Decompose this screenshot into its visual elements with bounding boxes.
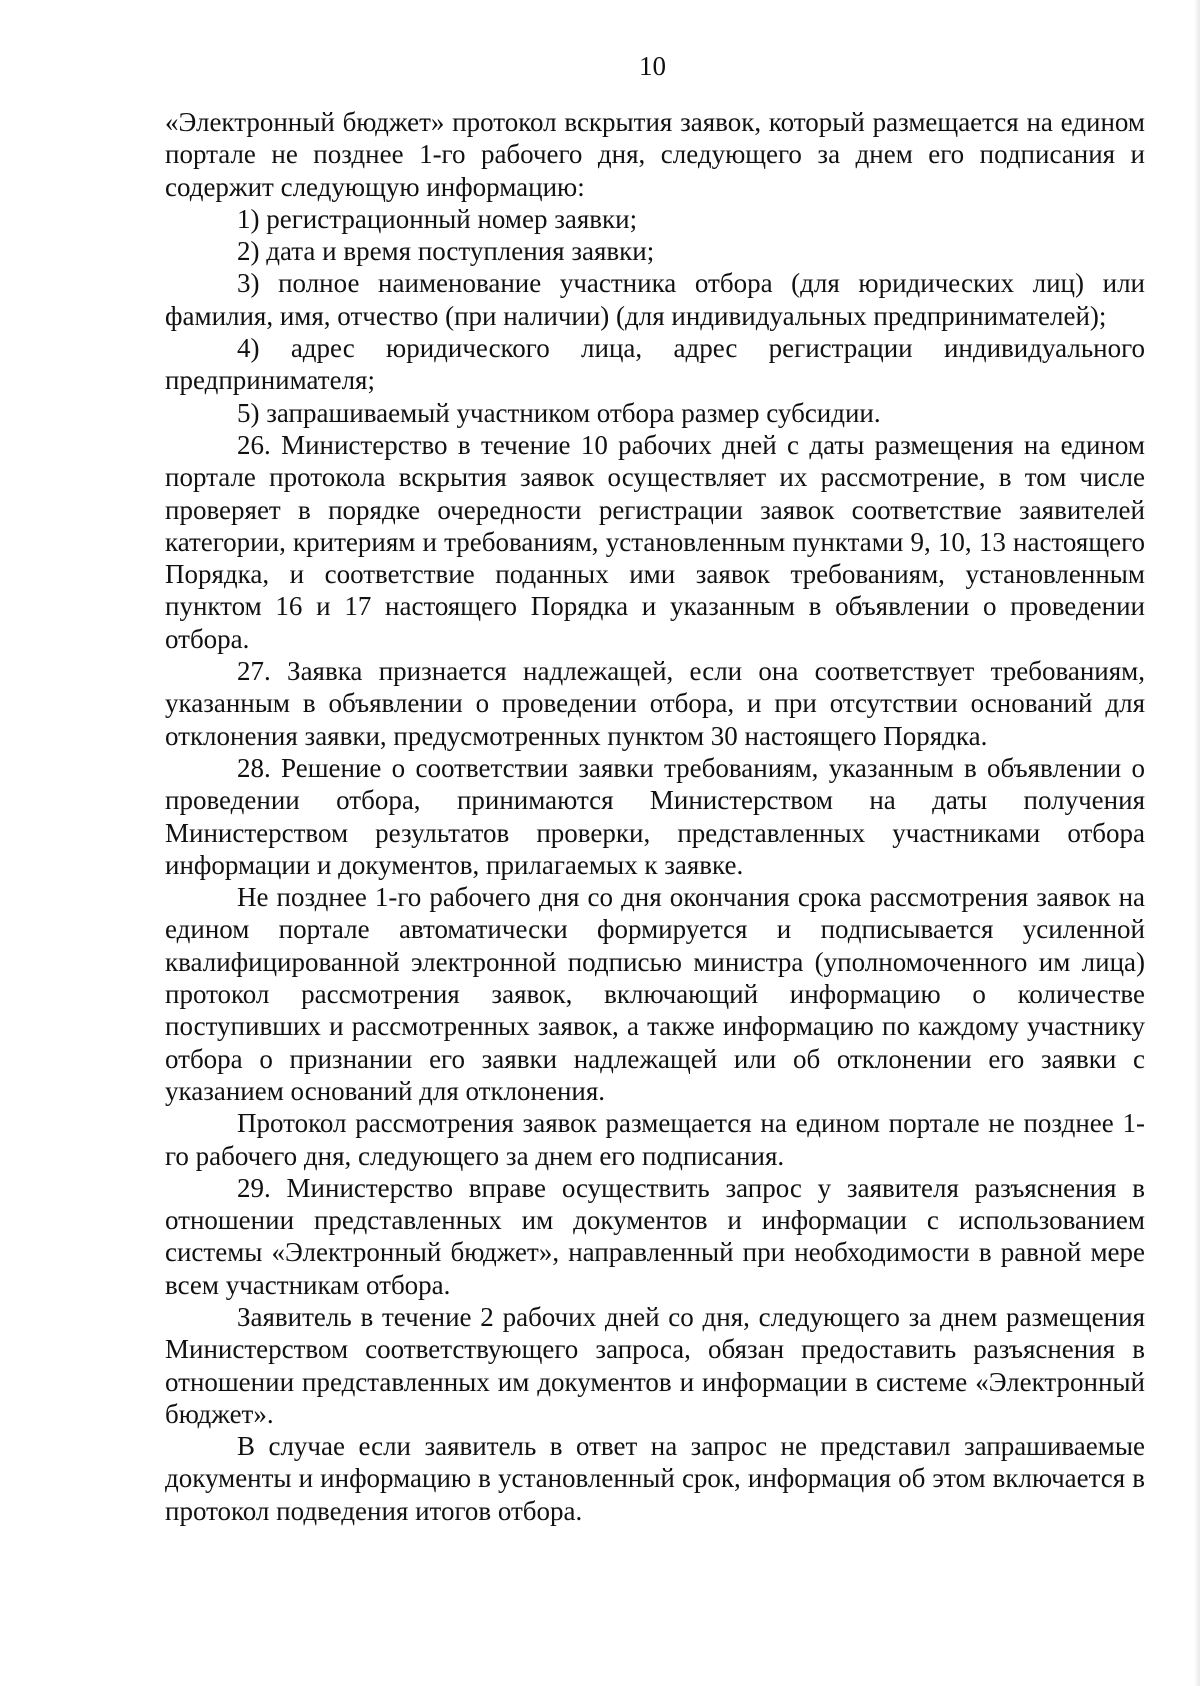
clause-28: 28. Решение о соответствии заявки требованиям, указанным в объявлении о проведении отбора, принимаются Министерством на даты получения Министерством результатов проверки, представленных участниками отбора информации и документов, прилагаемых к заявке. bbox=[165, 752, 1145, 880]
document-body bbox=[165, 106, 1145, 1527]
paragraph: «Электронный бюджет» протокол вскрытия заявок, который размещается на едином портале не позднее 1-го рабочего дня, следующего за днем его подписания и содержит следующую информацию: bbox=[165, 107, 1145, 202]
page-number: 10 bbox=[639, 51, 666, 81]
list-item: 2) дата и время поступления заявки; bbox=[237, 236, 655, 267]
clause-27: 27. Заявка признается надлежащей, если она соответствует требованиям, указанным в объявлении о проведении отбора, и при отсутствии оснований для отклонения заявки, предусмотренных пунктом 30 настоящего Порядка. bbox=[165, 656, 1145, 751]
scan-edge bbox=[1194, 0, 1200, 1686]
clause-26: 26. Министерство в течение 10 рабочих дней с даты размещения на едином портале протокола вскрытия заявок осуществляет их рассмотрение, в том числе проверяет в порядке очередности регистрации заявок соответствие заявителей категории, критериям и требованиям, установленным пунктами 9, 10, 13 настоящего Порядка, и соответствие поданных ими заявок требованиям, установленным пунктом 16 и 17 настоящего Порядка и указанным в объявлении о проведении отбора. bbox=[165, 429, 1145, 654]
paragraph: В случае если заявитель в ответ на запрос не представил запрашиваемые документы и информацию в установленный срок, информация об этом включается в протокол подведения итогов отбора. bbox=[165, 1431, 1145, 1526]
list-item: 1) регистрационный номер заявки; bbox=[237, 203, 638, 234]
list-item: 3) полное наименование участника отбора (для юридических лиц) или фамилия, имя, отчество (при наличии) (для индивидуальных предпринимателей); bbox=[165, 268, 1145, 331]
list-item: 5) запрашиваемый участником отбора размер субсидии. bbox=[237, 397, 881, 428]
paragraph: Заявитель в течение 2 рабочих дней со дня, следующего за днем размещения Министерством соответствующего запроса, обязан предоставить разъяснения в отношении представленных им документов и информации в системе «Электронный бюджет». bbox=[165, 1301, 1145, 1429]
list-item: 4) адрес юридического лица, адрес регистрации индивидуального предпринимателя; bbox=[165, 333, 1145, 396]
clause-29: 29. Министерство вправе осуществить запрос у заявителя разъяснения в отношении представленных им документов и информации с использованием системы «Электронный бюджет», направленный при необходимости в равной мере всем участникам отбора. bbox=[165, 1172, 1145, 1300]
paragraph: Не позднее 1-го рабочего дня со дня окончания срока рассмотрения заявок на едином портале автоматически формируется и подписывается усиленной квалифицированной электронной подписью министра (уполномоченного им лица) протокол рассмотрения заявок, включающий информацию о количестве поступивших и рассмотренных заявок, а также информацию по каждому участнику отбора о признании его заявки надлежащей или об отклонении его заявки с указанием оснований для отклонения. bbox=[165, 882, 1145, 1106]
paragraph: Протокол рассмотрения заявок размещается на едином портале не позднее 1-го рабочего дня, следующего за днем его подписания. bbox=[165, 1108, 1145, 1171]
